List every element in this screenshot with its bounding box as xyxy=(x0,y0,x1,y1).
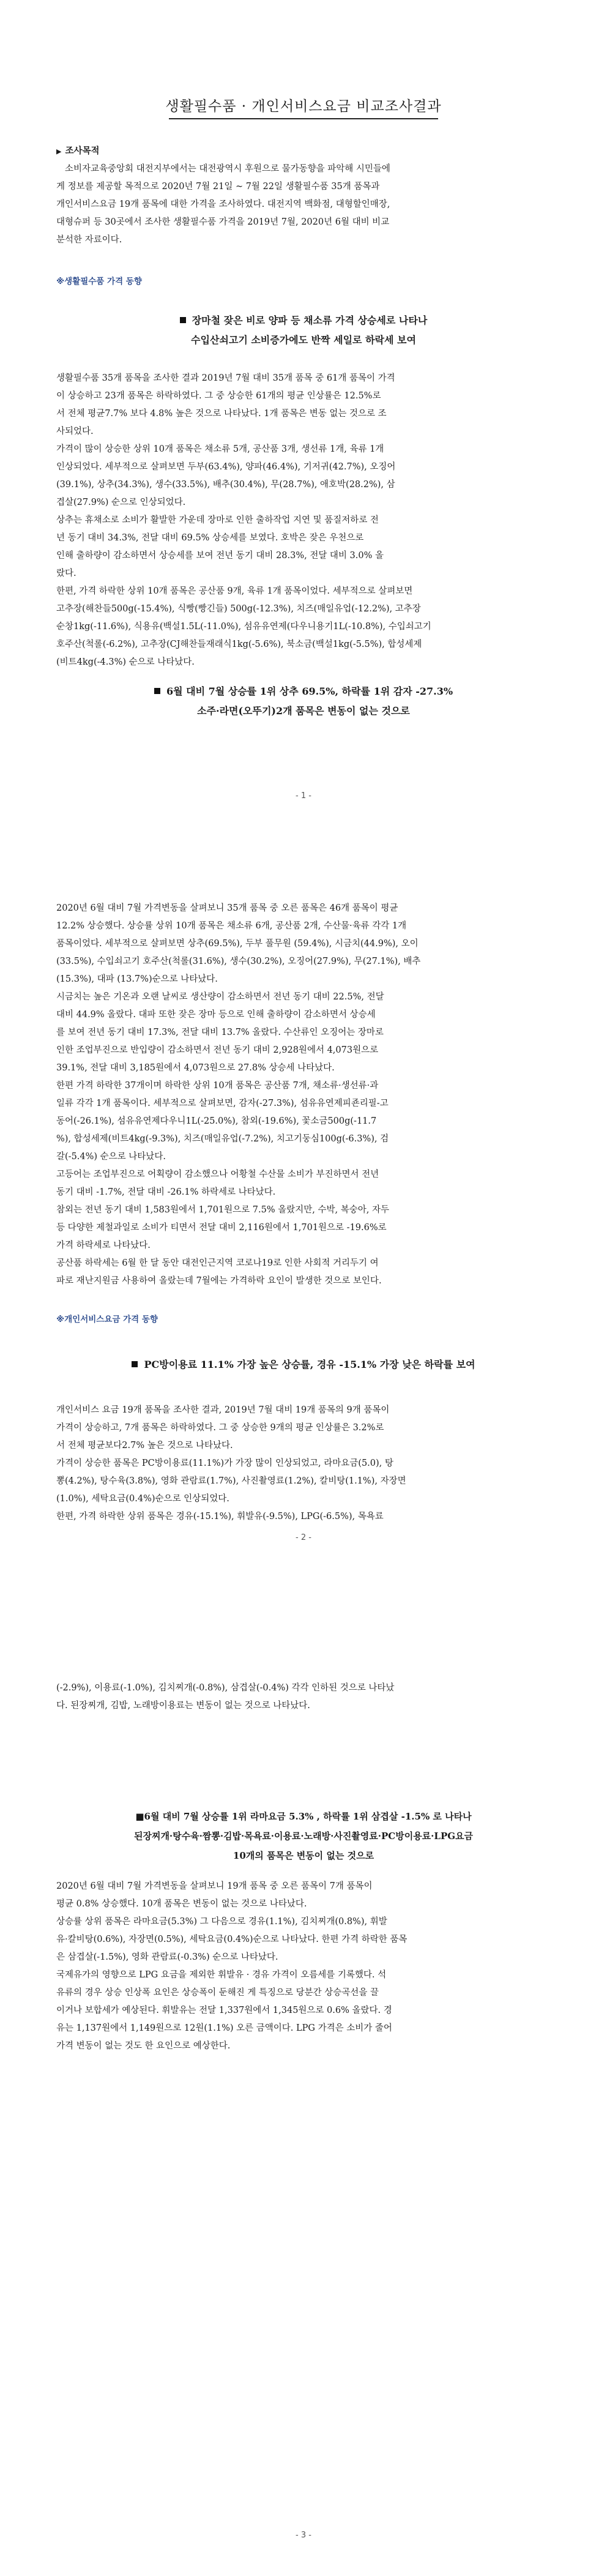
paragraph-line: 랐다. xyxy=(56,569,76,578)
paragraph-line: 한편, 가격 하락한 상위 10개 품목은 공산품 9개, 육류 1개 품목이었다. 세부적으로 살펴보면 xyxy=(56,586,413,596)
subheading-line: 된장찌개·탕수육·짬뽕·김밥·목욕료·이용료·노래방·사진촬영료·PC방이용료·LPG요금 xyxy=(133,1831,474,1842)
subheading-services-monthly xyxy=(56,1807,551,1865)
services-monthly-paragraph xyxy=(56,1878,551,2055)
page-number: - 1 - xyxy=(296,791,311,801)
paragraph-line: 다. 된장찌개, 김밥, 노래방이용료는 변동이 없는 것으로 나타났다. xyxy=(56,1701,310,1711)
paragraph-line: 분석한 자료이다. xyxy=(56,235,122,245)
paragraph-line: 시금치는 높은 기온과 오랜 날씨로 생산량이 감소하면서 전년 동기 대비 22.5%, 전달 xyxy=(56,992,384,1002)
paragraph-line: 개인서비스 요금 19개 품목을 조사한 결과, 2019년 7월 대비 19개 품목의 9개 품목이 xyxy=(56,1405,390,1415)
paragraph-line: 고추장(해찬들500g(-15.4%), 식빵(빵긴들) 500g(-12.3%), 치즈(매일유업(-12.2%), 고추장 xyxy=(56,604,421,614)
page-number: - 2 - xyxy=(296,1533,311,1542)
paragraph-line: 참외는 전년 동기 대비 1,583원에서 1,701원으로 7.5% 올랐지만, 수박, 복숭아, 자두 xyxy=(56,1205,389,1215)
subheading-line: 6월 대비 7월 상승률 1위 상추 69.5%, 하락률 1위 감자 -27.3% xyxy=(166,685,453,697)
services-yearly-paragraph-continued xyxy=(56,1679,551,1715)
paragraph-line: 대비 44.9% 올랐다. 대파 또한 잦은 장마 등으로 인해 출하량이 감소하면서 상승세 xyxy=(56,1010,376,1020)
paragraph-line: 2020년 6월 대비 7월 가격변동을 살펴보니 35개 품목 중 오른 품목은 46개 품목이 평균 xyxy=(56,903,398,913)
purpose-heading xyxy=(56,142,551,160)
purpose-heading-text: 조사목적 xyxy=(65,146,100,156)
paragraph-line: 유류의 경우 상승 인상폭 요인은 상승폭이 둔해진 게 특징으로 당분간 상승곡선을 끌 xyxy=(56,1988,379,1998)
paragraph-line: 인상되었다. 세부적으로 살펴보면 두부(63.4%), 양파(46.4%), 기저귀(42.7%), 오징어 xyxy=(56,462,396,472)
paragraph-line: 생활필수품 35개 품목을 조사한 결과 2019년 7월 대비 35개 품목 중 61개 품목이 가격 xyxy=(56,373,395,383)
subheading-line: 장마철 잦은 비로 양파 등 채소류 가격 상승세로 나타나 xyxy=(192,315,428,326)
paragraph-line: 동어(-26.1%), 섬유유연제다우니1L(-25.0%), 참외(-19.6%), 꽃소금500g(-11.7 xyxy=(56,1116,377,1126)
paragraph-line: 소비자교육중앙회 대전지부에서는 대전광역시 후원으로 물가동향을 파악해 시민들에 xyxy=(65,164,390,174)
subheading-necessities-monthly xyxy=(56,682,551,721)
paragraph-line: 순창1kg(-11.6%), 식용유(백설1.5L(-11.0%), 섬유유연제(다우니용기1L(-10.8%), 수입쇠고기 xyxy=(56,622,431,632)
paragraph-line: %), 합성세제(비트4kg(-9.3%), 치즈(매일유업(-7.2%), 치고기둥심100g(-6.3%), 검 xyxy=(56,1134,389,1144)
purpose-section xyxy=(56,142,551,249)
paragraph-line: 를 보여 전년 동기 대비 17.3%, 전달 대비 13.7% 올랐다. 수산류인 오징어는 장마로 xyxy=(56,1028,384,1037)
subheading-line: 수입산쇠고기 소비증가에도 반짝 세일로 하락세 보여 xyxy=(191,334,416,346)
paragraph-line: 가격이 상승한 품목은 PC방이용료(11.1%)가 가장 많이 인상되었고, 라마요금(5.0), 탕 xyxy=(56,1458,393,1468)
paragraph-line: 가격 하락세로 나타났다. xyxy=(56,1241,151,1250)
section-heading-services: ※개인서비스요금 가격 동향 xyxy=(56,1315,158,1324)
subheading-line: 소주·라면(오뚜기)2개 품목은 변동이 없는 것으로 xyxy=(197,705,410,717)
paragraph-line: 일류 각각 1개 품목이다. 세부적으로 살펴보면, 감자(-27.3%), 섬유유연제피죤리필-고 xyxy=(56,1099,389,1108)
paragraph-line: 가격이 상승하고, 7개 품목은 하락하였다. 그 중 상승한 9개의 평균 인상률은 3.2%로 xyxy=(56,1423,384,1433)
square-bullet-icon xyxy=(132,1361,138,1367)
page-number: - 3 - xyxy=(296,2531,311,2540)
paragraph-line: 등 다양한 제철과일로 소비가 티면서 전달 대비 2,116원에서 1,701원으로 -19.6%로 xyxy=(56,1223,387,1233)
paragraph-line: (33.5%), 수입쇠고기 호주산(척롤(31.6%), 생수(30.2%), 오징어(27.9%), 무(27.1%), 배추 xyxy=(56,957,421,966)
paragraph-line: 고등어는 조업부진으로 어획량이 감소했으나 어황철 수산물 소비가 부진하면서 전년 xyxy=(56,1170,379,1179)
section-heading-necessities: ※생활필수품 가격 동향 xyxy=(56,277,142,286)
paragraph-line: 게 정보를 제공할 목적으로 2020년 7월 21일 ~ 7월 22일 생활필수품 35개 품목과 xyxy=(56,182,380,192)
paragraph-line: 상추는 휴채소로 소비가 활발한 가운데 장마로 인한 출하작업 지연 및 품질저하로 전 xyxy=(56,515,379,525)
paragraph-line: 공산품 하락세는 6월 한 달 동안 대전인근지역 코로나19로 인한 사회적 거리두기 여 xyxy=(56,1258,379,1268)
subheading-line: PC방이용료 11.1% 가장 높은 상승률, 경유 -15.1% 가장 낮은 하락률 보여 xyxy=(144,1359,475,1370)
paragraph-line: 겹살(27.9%) 순으로 인상되었다. xyxy=(56,498,186,507)
paragraph-line: 유는 1,137원에서 1,149원으로 12원(1.1%) 오른 금액이다. LPG 가격은 소비가 줄어 xyxy=(56,2023,392,2033)
paragraph-line: 품목이었다. 세부적으로 살펴보면 상추(69.5%), 두부 풀무원 (59.4%), 시금치(44.9%), 오이 xyxy=(56,939,419,949)
subheading-services-yearly xyxy=(56,1355,551,1375)
paragraph-line: (15.3%), 대파 (13.7%)순으로 나타났다. xyxy=(56,974,218,984)
square-bullet-icon xyxy=(154,688,160,694)
paragraph-line: 유·칼비탕(0.6%), 자장면(0.5%), 세탁요금(0.4%)순으로 나타났다. 한편 가격 하락한 품목 xyxy=(56,1935,408,1944)
subheading-line: 10개의 품목은 변동이 없는 것으로 xyxy=(233,1850,374,1861)
subheading-line: ■6월 대비 7월 상승률 1위 라마요금 5.3% , 하락률 1위 삼겹살 -1.5% 로 나타나 xyxy=(135,1811,472,1822)
paragraph-line: 인해 출하량이 감소하면서 상승세를 보여 전년 동기 대비 28.3%, 전달 대비 3.0% 올 xyxy=(56,551,384,561)
paragraph-line: 국제유가의 영향으로 LPG 요금을 제외한 휘발유 · 경유 가격이 오름세를 기록했다. 석 xyxy=(56,1970,387,1980)
paragraph-line: 개인서비스요금 19개 품목에 대한 가격을 조사하였다. 대전지역 백화점, 대형할인매장, xyxy=(56,200,390,209)
paragraph-line: 서 전체 평균7.7% 보다 4.8% 높은 것으로 나타났다. 1개 품목은 변동 없는 것으로 조 xyxy=(56,409,387,419)
paragraph-line: 가격 변동이 없는 것도 한 요인으로 예상한다. xyxy=(56,2041,231,2051)
paragraph-line: 2020년 6월 대비 7월 가격변동을 살펴보니 19개 품목 중 오른 품목이 7개 품목이 xyxy=(56,1881,373,1891)
square-bullet-icon xyxy=(180,317,186,323)
necessities-yearly-paragraph xyxy=(56,370,551,671)
paragraph-line: 서 전체 평균보다2.7% 높은 것으로 나타났다. xyxy=(56,1441,233,1450)
paragraph-line: 갈(-5.4%) 순으로 나타났다. xyxy=(56,1152,166,1162)
necessities-monthly-paragraph xyxy=(56,900,551,1290)
document-title: 생활필수품 · 개인서비스요금 비교조사결과 xyxy=(165,99,442,114)
paragraph-line: 대형슈퍼 등 30곳에서 조사한 생활필수품 가격을 2019년 7월, 2020년 6월 대비 비교 xyxy=(56,217,390,227)
paragraph-line: 인한 조업부진으로 반입량이 감소하면서 전년 동기 대비 2,928원에서 4,073원으로 xyxy=(56,1045,379,1055)
paragraph-line: 사되었다. xyxy=(56,427,94,436)
paragraph-line: (비트4kg(-4.3%) 순으로 나타났다. xyxy=(56,657,195,667)
paragraph-line: 39.1%, 전달 대비 3,185원에서 4,073원으로 27.8% 상승세 나타났다. xyxy=(56,1063,335,1073)
paragraph-line: 한편, 가격 하락한 상위 품목은 경유(-15.1%), 휘발유(-9.5%), LPG(-6.5%), 목욕료 xyxy=(56,1512,384,1521)
paragraph-line: 가격이 많이 상승한 상위 10개 품목은 채소류 5개, 공산품 3개, 생선류 1개, 육류 1개 xyxy=(56,444,384,454)
paragraph-line: (1.0%), 세탁요금(0.4%)순으로 인상되었다. xyxy=(56,1494,229,1504)
paragraph-line: 평균 0.8% 상승했다. 10개 품목은 변동이 없는 것으로 나타났다. xyxy=(56,1899,307,1909)
paragraph-line: 이 상승하고 23개 품목은 하락하였다. 그 중 상승한 61개의 평균 인상률은 12.5%로 xyxy=(56,391,381,401)
paragraph-line: 한편 가격 하락한 37개이며 하락한 상위 10개 품목은 공산품 7개, 채소류·생선류·과 xyxy=(56,1081,379,1091)
paragraph-line: 상승률 상위 품목은 라마요금(5.3%) 그 다음으로 경유(1.1%), 김치찌개(0.8%), 휘발 xyxy=(56,1917,387,1927)
paragraph-line: 동기 대비 -1.7%, 전달 대비 -26.1% 하락세로 나타났다. xyxy=(56,1187,276,1197)
subheading-necessities-yearly xyxy=(56,311,551,350)
purpose-paragraph xyxy=(56,160,551,249)
services-yearly-paragraph xyxy=(56,1402,551,1526)
paragraph-line: 은 삼겹살(-1.5%), 영화 관람료(-0.3%) 순으로 나타났다. xyxy=(56,1952,278,1962)
triangle-marker-icon: ▶ xyxy=(56,147,62,155)
title-underline xyxy=(169,118,438,119)
paragraph-line: 뽕(4.2%), 탕수육(3.8%), 영화 관람료(1.7%), 사진촬영료(1.2%), 칼비탕(1.1%), 자장면 xyxy=(56,1476,406,1486)
paragraph-line: 년 동기 대비 34.3%, 전달 대비 69.5% 상승세를 보였다. 호박은 잦은 우천으로 xyxy=(56,533,364,543)
paragraph-line: 파로 재난지원금 사용하여 올랐는데 7월에는 가격하락 요인이 발생한 것으로 보인다. xyxy=(56,1276,382,1286)
paragraph-line: 12.2% 상승했다. 상승률 상위 10개 품목은 채소류 6개, 공산품 2개, 수산물·육류 각각 1개 xyxy=(56,921,407,931)
paragraph-line: 호주산(척롤(-6.2%), 고추장(CJ해찬들재래식1kg(-5.6%), 북소금(백설1kg(-5.5%), 합성세제 xyxy=(56,640,422,649)
paragraph-line: (39.1%), 상추(34.3%), 생수(33.5%), 배추(30.4%), 무(28.7%), 애호박(28.2%), 삼 xyxy=(56,480,395,490)
paragraph-line: 이거나 보합세가 예상된다. 휘발유는 전달 1,337원에서 1,345원으로 0.6% 올랐다. 경 xyxy=(56,2006,392,2015)
paragraph-line: (-2.9%), 이용료(-1.0%), 김치찌개(-0.8%), 삼겹살(-0.4%) 각각 인하된 것으로 나타났 xyxy=(56,1683,395,1693)
